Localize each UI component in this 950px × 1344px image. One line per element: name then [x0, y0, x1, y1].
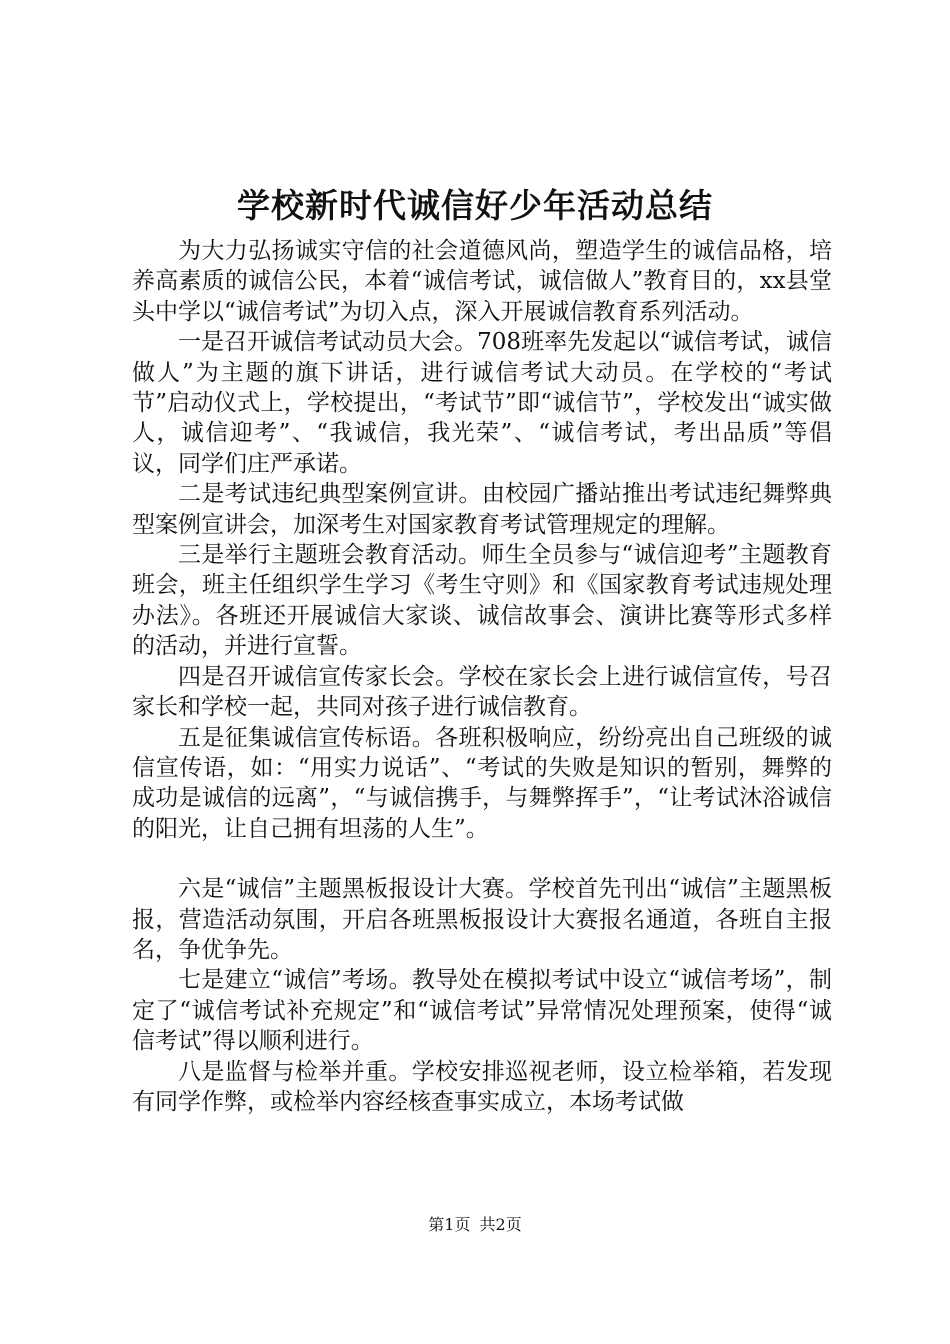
page-footer	[0, 1214, 950, 1236]
document-body	[132, 236, 832, 1117]
page-number: 第1页	[428, 1215, 471, 1234]
document-title: 学校新时代诚信好少年活动总结	[237, 186, 713, 225]
page-total: 共2页	[479, 1215, 522, 1234]
paragraph-item-2: 二是考试违纪典型案例宣讲。由校园广播站推出考试违纪舞弊典型案例宣讲会，加深考生对国家教育考试管理规定的理解。	[132, 481, 832, 538]
paragraph-item-4: 四是召开诚信宣传家长会。学校在家长会上进行诚信宣传，号召家长和学校一起，共同对孩子进行诚信教育。	[132, 663, 832, 721]
paragraph-item-5: 五是征集诚信宣传标语。各班积极响应，纷纷亮出自己班级的诚信宣传语，如：“用实力说话”、“考试的失败是知识的暂别，舞弊的成功是诚信的远离”，“与诚信携手，与舞弊挥手”，“让考试沐浴诚信的阳光，让自己拥有坦荡的人生”。	[132, 724, 832, 842]
paragraph-item-7: 七是建立“诚信”考场。教导处在模拟考试中设立“诚信考场”，制定了“诚信考试补充规定”和“诚信考试”异常情况处理预案，使得“诚信考试”得以顺利进行。	[132, 967, 832, 1055]
paragraph-item-1: 一是召开诚信考试动员大会。708班率先发起以“诚信考试，诚信做人”为主题的旗下讲话，进行诚信考试大动员。在学校的“考试节”启动仪式上，学校提出，“考试节”即“诚信节”，学校发出“诚实做人，诚信迎考”、“我诚信，我光荣”、“诚信考试，考出品质”等倡议，同学们庄严承诺。	[132, 329, 832, 477]
paragraph-intro: 为大力弘扬诚实守信的社会道德风尚，塑造学生的诚信品格，培养高素质的诚信公民，本着“诚信考试，诚信做人”教育目的，xx县堂头中学以“诚信考试”为切入点，深入开展诚信教育系列活动。	[132, 238, 832, 325]
paragraph-item-8: 八是监督与检举并重。学校安排巡视老师，设立检举箱，若发现有同学作弊，或检举内容经核查事实成立，本场考试做	[132, 1058, 832, 1115]
paragraph-item-3: 三是举行主题班会教育活动。师生全员参与“诚信迎考”主题教育班会，班主任组织学生学习《考生守则》和《国家教育考试违规处理办法》。各班还开展诚信大家谈、诚信故事会、演讲比赛等形式多样的活动，并进行宣誓。	[132, 542, 832, 660]
paragraph-item-6: 六是“诚信”主题黑板报设计大赛。学校首先刊出“诚信”主题黑板报，营造活动氛围，开启各班黑板报设计大赛报名通道，各班自主报名，争优争先。	[132, 876, 832, 963]
